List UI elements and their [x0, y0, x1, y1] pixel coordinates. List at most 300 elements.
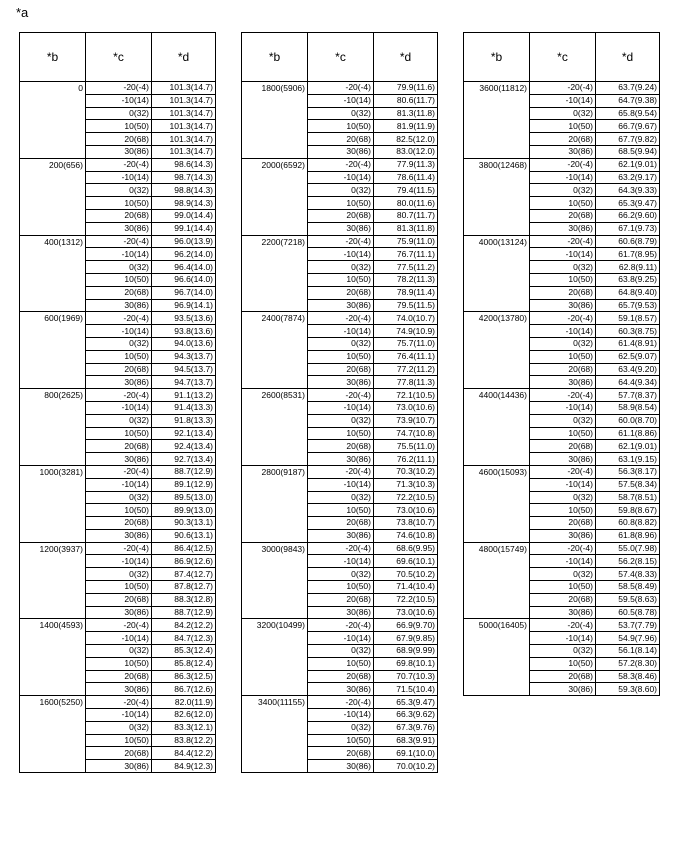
pressure-cell: 87.8(12.7) — [152, 581, 216, 594]
temperature-cell: -10(14) — [308, 709, 374, 722]
pressure-cell: 74.6(10.8) — [374, 529, 438, 542]
pressure-cell: 85.8(12.4) — [152, 657, 216, 670]
temperature-cell: 30(86) — [530, 606, 596, 619]
altitude-cell: 200(656) — [20, 158, 86, 235]
temperature-cell: -20(-4) — [86, 158, 152, 171]
temperature-cell: 0(32) — [308, 645, 374, 658]
temperature-cell: 20(68) — [86, 747, 152, 760]
table-header-row — [464, 33, 660, 82]
temperature-cell: 20(68) — [530, 209, 596, 222]
temperature-cell: -10(14) — [530, 94, 596, 107]
temperature-cell: 10(50) — [86, 120, 152, 133]
table-row — [242, 465, 438, 478]
pressure-cell: 90.3(13.1) — [152, 517, 216, 530]
temperature-cell: 10(50) — [86, 504, 152, 517]
temperature-cell: 30(86) — [308, 683, 374, 696]
temperature-cell: 0(32) — [530, 414, 596, 427]
header-d: *d — [374, 33, 438, 82]
temperature-cell: 20(68) — [308, 286, 374, 299]
pressure-cell: 77.2(11.2) — [374, 363, 438, 376]
pressure-cell: 81.9(11.9) — [374, 120, 438, 133]
header-c: *c — [530, 33, 596, 82]
altitude-cell: 3200(10499) — [242, 619, 308, 696]
pressure-cell: 99.0(14.4) — [152, 209, 216, 222]
temperature-cell: 0(32) — [530, 491, 596, 504]
pressure-cell: 80.7(11.7) — [374, 209, 438, 222]
temperature-cell: -10(14) — [86, 94, 152, 107]
pressure-cell: 55.0(7.98) — [596, 542, 660, 555]
pressure-cell: 94.5(13.7) — [152, 363, 216, 376]
temperature-cell: 0(32) — [308, 184, 374, 197]
pressure-cell: 101.3(14.7) — [152, 133, 216, 146]
corner-label: *a — [16, 5, 29, 20]
pressure-cell: 54.9(7.96) — [596, 632, 660, 645]
temperature-cell: 10(50) — [530, 427, 596, 440]
pressure-cell: 58.3(8.46) — [596, 670, 660, 683]
table-row — [464, 542, 660, 555]
temperature-cell: 10(50) — [308, 581, 374, 594]
pressure-cell: 66.2(9.60) — [596, 209, 660, 222]
temperature-cell: -20(-4) — [308, 235, 374, 248]
pressure-cell: 59.3(8.60) — [596, 683, 660, 696]
temperature-cell: 30(86) — [86, 376, 152, 389]
pressure-cell: 98.6(14.3) — [152, 158, 216, 171]
pressure-cell: 101.3(14.7) — [152, 145, 216, 158]
temperature-cell: 10(50) — [308, 734, 374, 747]
temperature-cell: 0(32) — [530, 184, 596, 197]
temperature-cell: 10(50) — [530, 120, 596, 133]
pressure-cell: 69.8(10.1) — [374, 657, 438, 670]
pressure-cell: 82.5(12.0) — [374, 133, 438, 146]
altitude-pressure-table-3 — [463, 32, 660, 696]
temperature-cell: 30(86) — [530, 299, 596, 312]
pressure-cell: 76.4(11.1) — [374, 350, 438, 363]
pressure-cell: 81.3(11.8) — [374, 107, 438, 120]
table-row — [20, 235, 216, 248]
temperature-cell: 10(50) — [530, 197, 596, 210]
table-row — [464, 619, 660, 632]
pressure-cell: 82.0(11.9) — [152, 696, 216, 709]
temperature-cell: -10(14) — [86, 325, 152, 338]
altitude-cell: 1800(5906) — [242, 82, 308, 159]
pressure-cell: 72.1(10.5) — [374, 389, 438, 402]
temperature-cell: -10(14) — [530, 478, 596, 491]
temperature-cell: 20(68) — [86, 593, 152, 606]
altitude-cell: 4000(13124) — [464, 235, 530, 312]
temperature-cell: 30(86) — [308, 145, 374, 158]
altitude-cell: 2600(8531) — [242, 389, 308, 466]
temperature-cell: 20(68) — [308, 440, 374, 453]
pressure-cell: 93.8(13.6) — [152, 325, 216, 338]
temperature-cell: -10(14) — [308, 94, 374, 107]
table-row — [464, 465, 660, 478]
altitude-cell: 2800(9187) — [242, 465, 308, 542]
temperature-cell: 0(32) — [308, 568, 374, 581]
temperature-cell: -10(14) — [86, 709, 152, 722]
temperature-cell: -20(-4) — [308, 542, 374, 555]
temperature-cell: -20(-4) — [530, 542, 596, 555]
pressure-cell: 66.7(9.67) — [596, 120, 660, 133]
temperature-cell: 0(32) — [308, 721, 374, 734]
pressure-cell: 59.1(8.57) — [596, 312, 660, 325]
table-row — [20, 619, 216, 632]
temperature-cell: 30(86) — [308, 299, 374, 312]
pressure-cell: 78.6(11.4) — [374, 171, 438, 184]
temperature-cell: 30(86) — [530, 145, 596, 158]
pressure-cell: 65.3(9.47) — [596, 197, 660, 210]
pressure-cell: 86.4(12.5) — [152, 542, 216, 555]
temperature-cell: 10(50) — [308, 504, 374, 517]
pressure-cell: 88.7(12.9) — [152, 465, 216, 478]
table-header-row — [20, 33, 216, 82]
pressure-cell: 96.9(14.1) — [152, 299, 216, 312]
table-row — [242, 696, 438, 709]
temperature-cell: -10(14) — [308, 248, 374, 261]
pressure-cell: 62.1(9.01) — [596, 440, 660, 453]
temperature-cell: 0(32) — [308, 107, 374, 120]
temperature-cell: -20(-4) — [308, 82, 374, 95]
pressure-cell: 63.1(9.15) — [596, 453, 660, 466]
pressure-cell: 63.7(9.24) — [596, 82, 660, 95]
pressure-cell: 70.5(10.2) — [374, 568, 438, 581]
temperature-cell: -10(14) — [86, 632, 152, 645]
table-row — [242, 312, 438, 325]
pressure-cell: 61.4(8.91) — [596, 337, 660, 350]
temperature-cell: 20(68) — [530, 133, 596, 146]
temperature-cell: -20(-4) — [530, 158, 596, 171]
pressure-cell: 61.7(8.95) — [596, 248, 660, 261]
pressure-cell: 74.7(10.8) — [374, 427, 438, 440]
pressure-cell: 86.9(12.6) — [152, 555, 216, 568]
table-row — [464, 312, 660, 325]
temperature-cell: -20(-4) — [308, 465, 374, 478]
temperature-cell: 20(68) — [86, 286, 152, 299]
pressure-cell: 88.3(12.8) — [152, 593, 216, 606]
temperature-cell: 0(32) — [308, 261, 374, 274]
table-row — [20, 312, 216, 325]
pressure-cell: 56.3(8.17) — [596, 465, 660, 478]
temperature-cell: 0(32) — [530, 107, 596, 120]
temperature-cell: 30(86) — [308, 453, 374, 466]
header-b: *b — [242, 33, 308, 82]
temperature-cell: -20(-4) — [308, 158, 374, 171]
temperature-cell: -10(14) — [308, 171, 374, 184]
temperature-cell: 0(32) — [308, 337, 374, 350]
pressure-cell: 96.4(14.0) — [152, 261, 216, 274]
temperature-cell: 30(86) — [530, 529, 596, 542]
temperature-cell: 10(50) — [308, 350, 374, 363]
temperature-cell: -20(-4) — [86, 619, 152, 632]
temperature-cell: -20(-4) — [308, 312, 374, 325]
temperature-cell: -20(-4) — [530, 312, 596, 325]
pressure-cell: 53.7(7.79) — [596, 619, 660, 632]
temperature-cell: -20(-4) — [86, 542, 152, 555]
temperature-cell: 10(50) — [530, 350, 596, 363]
pressure-cell: 84.4(12.2) — [152, 747, 216, 760]
temperature-cell: 10(50) — [308, 657, 374, 670]
altitude-cell: 2000(6592) — [242, 158, 308, 235]
temperature-cell: 0(32) — [530, 261, 596, 274]
altitude-cell: 3600(11812) — [464, 82, 530, 159]
temperature-cell: 20(68) — [86, 209, 152, 222]
pressure-cell: 77.9(11.3) — [374, 158, 438, 171]
pressure-cell: 61.1(8.86) — [596, 427, 660, 440]
pressure-cell: 60.0(8.70) — [596, 414, 660, 427]
pressure-cell: 87.4(12.7) — [152, 568, 216, 581]
temperature-cell: -20(-4) — [86, 696, 152, 709]
header-c: *c — [308, 33, 374, 82]
temperature-cell: 0(32) — [86, 261, 152, 274]
pressure-cell: 67.9(9.85) — [374, 632, 438, 645]
temperature-cell: 0(32) — [530, 568, 596, 581]
temperature-cell: 30(86) — [530, 683, 596, 696]
temperature-cell: -10(14) — [86, 248, 152, 261]
pressure-cell: 80.0(11.6) — [374, 197, 438, 210]
pressure-cell: 86.7(12.6) — [152, 683, 216, 696]
temperature-cell: 0(32) — [86, 645, 152, 658]
temperature-cell: -10(14) — [308, 632, 374, 645]
temperature-cell: -20(-4) — [86, 82, 152, 95]
pressure-cell: 98.7(14.3) — [152, 171, 216, 184]
temperature-cell: 20(68) — [86, 133, 152, 146]
temperature-cell: 10(50) — [308, 120, 374, 133]
temperature-cell: -10(14) — [530, 555, 596, 568]
header-c: *c — [86, 33, 152, 82]
header-b: *b — [464, 33, 530, 82]
table-row — [20, 465, 216, 478]
table-row — [242, 158, 438, 171]
pressure-cell: 62.8(9.11) — [596, 261, 660, 274]
pressure-cell: 63.2(9.17) — [596, 171, 660, 184]
header-b: *b — [20, 33, 86, 82]
pressure-cell: 67.3(9.76) — [374, 721, 438, 734]
temperature-cell: 10(50) — [308, 427, 374, 440]
temperature-cell: 30(86) — [530, 453, 596, 466]
pressure-cell: 66.9(9.70) — [374, 619, 438, 632]
altitude-cell: 4200(13780) — [464, 312, 530, 389]
pressure-cell: 94.0(13.6) — [152, 337, 216, 350]
temperature-cell: -10(14) — [308, 555, 374, 568]
pressure-cell: 71.3(10.3) — [374, 478, 438, 491]
table-header-row — [242, 33, 438, 82]
temperature-cell: 30(86) — [530, 222, 596, 235]
pressure-cell: 101.3(14.7) — [152, 94, 216, 107]
pressure-cell: 79.5(11.5) — [374, 299, 438, 312]
pressure-cell: 60.3(8.75) — [596, 325, 660, 338]
pressure-cell: 101.3(14.7) — [152, 120, 216, 133]
pressure-cell: 91.8(13.3) — [152, 414, 216, 427]
pressure-cell: 71.4(10.4) — [374, 581, 438, 594]
temperature-cell: 0(32) — [86, 414, 152, 427]
temperature-cell: 30(86) — [530, 376, 596, 389]
pressure-cell: 73.0(10.6) — [374, 504, 438, 517]
pressure-cell: 72.2(10.5) — [374, 491, 438, 504]
pressure-cell: 71.5(10.4) — [374, 683, 438, 696]
pressure-cell: 68.9(9.99) — [374, 645, 438, 658]
pressure-cell: 63.4(9.20) — [596, 363, 660, 376]
header-d: *d — [152, 33, 216, 82]
temperature-cell: -20(-4) — [308, 696, 374, 709]
altitude-cell: 400(1312) — [20, 235, 86, 312]
pressure-cell: 57.2(8.30) — [596, 657, 660, 670]
pressure-cell: 78.2(11.3) — [374, 273, 438, 286]
pressure-cell: 98.8(14.3) — [152, 184, 216, 197]
pressure-cell: 64.7(9.38) — [596, 94, 660, 107]
altitude-cell: 4800(15749) — [464, 542, 530, 619]
pressure-cell: 70.3(10.2) — [374, 465, 438, 478]
altitude-cell: 1600(5250) — [20, 696, 86, 773]
pressure-cell: 92.7(13.4) — [152, 453, 216, 466]
temperature-cell: 10(50) — [86, 581, 152, 594]
altitude-cell: 3800(12468) — [464, 158, 530, 235]
table-row — [242, 82, 438, 95]
temperature-cell: 0(32) — [530, 337, 596, 350]
pressure-cell: 73.8(10.7) — [374, 517, 438, 530]
pressure-cell: 59.8(8.67) — [596, 504, 660, 517]
temperature-cell: 30(86) — [308, 529, 374, 542]
pressure-cell: 58.5(8.49) — [596, 581, 660, 594]
table-row — [464, 158, 660, 171]
pressure-cell: 70.7(10.3) — [374, 670, 438, 683]
pressure-cell: 69.1(10.0) — [374, 747, 438, 760]
temperature-cell: 10(50) — [86, 657, 152, 670]
temperature-cell: 10(50) — [86, 734, 152, 747]
pressure-cell: 81.3(11.8) — [374, 222, 438, 235]
pressure-cell: 67.7(9.82) — [596, 133, 660, 146]
pressure-cell: 84.9(12.3) — [152, 760, 216, 773]
pressure-cell: 77.5(11.2) — [374, 261, 438, 274]
temperature-cell: 30(86) — [86, 606, 152, 619]
temperature-cell: 20(68) — [308, 670, 374, 683]
pressure-cell: 79.9(11.6) — [374, 82, 438, 95]
temperature-cell: 0(32) — [308, 414, 374, 427]
pressure-cell: 75.7(11.0) — [374, 337, 438, 350]
pressure-cell: 66.3(9.62) — [374, 709, 438, 722]
table-row — [20, 696, 216, 709]
altitude-cell: 2400(7874) — [242, 312, 308, 389]
temperature-cell: -10(14) — [86, 478, 152, 491]
pressure-cell: 94.7(13.7) — [152, 376, 216, 389]
temperature-cell: 20(68) — [86, 363, 152, 376]
pressure-cell: 73.0(10.6) — [374, 606, 438, 619]
temperature-cell: 10(50) — [530, 657, 596, 670]
pressure-cell: 101.3(14.7) — [152, 82, 216, 95]
temperature-cell: -10(14) — [86, 555, 152, 568]
temperature-cell: 30(86) — [308, 376, 374, 389]
pressure-cell: 96.7(14.0) — [152, 286, 216, 299]
pressure-cell: 65.7(9.53) — [596, 299, 660, 312]
altitude-cell: 2200(7218) — [242, 235, 308, 312]
temperature-cell: 20(68) — [86, 440, 152, 453]
pressure-cell: 74.0(10.7) — [374, 312, 438, 325]
pressure-cell: 84.7(12.3) — [152, 632, 216, 645]
pressure-cell: 74.9(10.9) — [374, 325, 438, 338]
temperature-cell: 10(50) — [308, 273, 374, 286]
pressure-cell: 58.9(8.54) — [596, 401, 660, 414]
temperature-cell: 10(50) — [86, 427, 152, 440]
temperature-cell: -10(14) — [530, 325, 596, 338]
table-row — [464, 389, 660, 402]
temperature-cell: 10(50) — [530, 581, 596, 594]
temperature-cell: -10(14) — [86, 171, 152, 184]
pressure-cell: 88.7(12.9) — [152, 606, 216, 619]
pressure-cell: 64.8(9.40) — [596, 286, 660, 299]
pressure-cell: 60.5(8.78) — [596, 606, 660, 619]
pressure-cell: 83.8(12.2) — [152, 734, 216, 747]
pressure-cell: 96.6(14.0) — [152, 273, 216, 286]
pressure-cell: 75.5(11.0) — [374, 440, 438, 453]
pressure-cell: 65.8(9.54) — [596, 107, 660, 120]
pressure-cell: 77.8(11.3) — [374, 376, 438, 389]
temperature-cell: 10(50) — [86, 273, 152, 286]
pressure-cell: 68.6(9.95) — [374, 542, 438, 555]
temperature-cell: 20(68) — [530, 593, 596, 606]
temperature-cell: -10(14) — [308, 478, 374, 491]
table-row — [242, 542, 438, 555]
altitude-cell: 4600(15093) — [464, 465, 530, 542]
pressure-cell: 57.5(8.34) — [596, 478, 660, 491]
temperature-cell: 20(68) — [530, 286, 596, 299]
pressure-cell: 57.4(8.33) — [596, 568, 660, 581]
altitude-cell: 1000(3281) — [20, 465, 86, 542]
altitude-cell: 800(2625) — [20, 389, 86, 466]
temperature-cell: 30(86) — [86, 529, 152, 542]
pressure-cell: 96.0(13.9) — [152, 235, 216, 248]
altitude-cell: 3000(9843) — [242, 542, 308, 619]
temperature-cell: 20(68) — [530, 440, 596, 453]
altitude-pressure-table-1 — [19, 32, 216, 773]
pressure-cell: 72.2(10.5) — [374, 593, 438, 606]
temperature-cell: 10(50) — [530, 273, 596, 286]
temperature-cell: 30(86) — [86, 222, 152, 235]
pressure-cell: 64.4(9.34) — [596, 376, 660, 389]
temperature-cell: 30(86) — [86, 145, 152, 158]
pressure-cell: 96.2(14.0) — [152, 248, 216, 261]
table-row — [242, 389, 438, 402]
temperature-cell: 0(32) — [86, 107, 152, 120]
header-d: *d — [596, 33, 660, 82]
altitude-cell: 3400(11155) — [242, 696, 308, 773]
table-row — [464, 82, 660, 95]
temperature-cell: -20(-4) — [86, 465, 152, 478]
altitude-cell: 4400(14436) — [464, 389, 530, 466]
pressure-cell: 62.1(9.01) — [596, 158, 660, 171]
temperature-cell: 0(32) — [308, 491, 374, 504]
altitude-cell: 600(1969) — [20, 312, 86, 389]
pressure-cell: 80.6(11.7) — [374, 94, 438, 107]
temperature-cell: -10(14) — [530, 171, 596, 184]
pressure-cell: 101.3(14.7) — [152, 107, 216, 120]
temperature-cell: 10(50) — [86, 197, 152, 210]
pressure-cell: 89.5(13.0) — [152, 491, 216, 504]
temperature-cell: 20(68) — [86, 670, 152, 683]
table-row — [20, 82, 216, 95]
altitude-pressure-table-2 — [241, 32, 438, 773]
pressure-cell: 65.3(9.47) — [374, 696, 438, 709]
temperature-cell: -10(14) — [530, 401, 596, 414]
table-row — [242, 619, 438, 632]
pressure-cell: 56.1(8.14) — [596, 645, 660, 658]
table-row — [20, 542, 216, 555]
temperature-cell: 10(50) — [86, 350, 152, 363]
altitude-cell: 1200(3937) — [20, 542, 86, 619]
pressure-cell: 98.9(14.3) — [152, 197, 216, 210]
pressure-cell: 92.4(13.4) — [152, 440, 216, 453]
temperature-cell: 20(68) — [308, 517, 374, 530]
temperature-cell: -10(14) — [530, 248, 596, 261]
temperature-cell: 0(32) — [86, 337, 152, 350]
table-row — [464, 235, 660, 248]
